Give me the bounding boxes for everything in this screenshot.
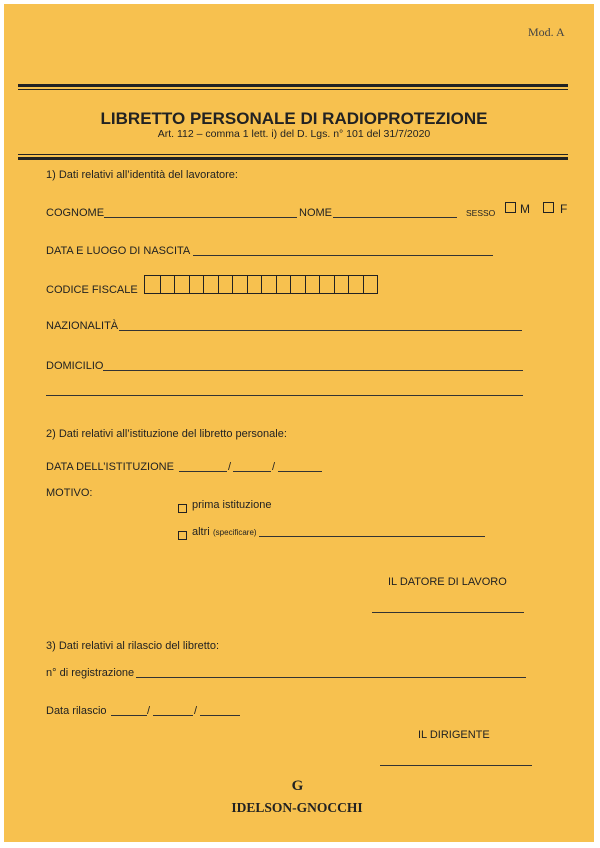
dirigente-signature-line[interactable] [380, 765, 532, 766]
sesso-label: SESSO [466, 208, 496, 218]
sex-m-label: M [520, 202, 530, 216]
section3-heading: 3) Dati relativi al rilascio del libretto: [46, 640, 220, 652]
date-sep-1: / [228, 461, 232, 473]
section2-heading: 2) Dati relativi all’istituzione del libretto personale: [46, 428, 287, 440]
nome-label: NOME [299, 207, 332, 219]
sex-m-checkbox[interactable] [505, 202, 516, 213]
sex-f-label: F [560, 202, 568, 216]
data-rilascio-label: Data rilascio [46, 705, 107, 717]
page-title: LIBRETTO PERSONALE DI RADIOPROTEZIONE [100, 109, 488, 128]
mod-label: Mod. A [528, 25, 565, 39]
top-rule [18, 84, 568, 87]
date-sep-4: / [194, 705, 198, 717]
data-istituzione-year[interactable] [278, 471, 322, 472]
option1-label: prima istituzione [192, 499, 272, 511]
codice-fiscale-label: CODICE FISCALE [46, 284, 138, 296]
option2-field[interactable] [259, 536, 485, 537]
nazionalita-field[interactable] [119, 330, 522, 331]
nome-field[interactable] [333, 217, 457, 218]
option1-checkbox[interactable] [178, 500, 187, 518]
date-sep-3: / [147, 705, 151, 717]
data-istituzione-month[interactable] [233, 471, 271, 472]
data-rilascio-year[interactable] [200, 715, 240, 716]
motivo-label: MOTIVO: [46, 487, 93, 499]
cognome-field[interactable] [104, 217, 297, 218]
header-rule [18, 157, 568, 160]
domicilio-field[interactable] [103, 370, 523, 371]
domicilio-field-line2[interactable] [46, 395, 523, 396]
registrazione-field[interactable] [136, 677, 526, 678]
header-rule-thin [18, 154, 568, 155]
page-subtitle: Art. 112 – comma 1 lett. i) del D. Lgs. n° 101 del 31/7/2020 [157, 128, 431, 140]
section1-heading: 1) Dati relativi all’identità del lavoratore: [46, 169, 238, 181]
registrazione-label: n° di registrazione [46, 667, 135, 679]
top-rule-thin [18, 89, 568, 90]
option2-note: (specificare) [213, 528, 257, 537]
data-luogo-field[interactable] [193, 255, 493, 256]
nazionalita-label: NAZIONALITÀ [46, 320, 119, 332]
data-rilascio-month[interactable] [153, 715, 193, 716]
codice-fiscale-boxes[interactable] [144, 275, 378, 294]
option2-label: altri [192, 526, 210, 538]
dirigente-label: IL DIRIGENTE [418, 729, 490, 741]
data-istituzione-label: DATA DELL’ISTITUZIONE [46, 461, 174, 473]
publisher-logo: G [291, 778, 303, 794]
data-istituzione-day[interactable] [179, 471, 227, 472]
publisher-name: IDELSON-GNOCCHI [231, 800, 363, 815]
datore-signature-line[interactable] [372, 612, 524, 613]
sex-f-checkbox[interactable] [543, 202, 554, 213]
data-rilascio-day[interactable] [111, 715, 147, 716]
data-luogo-label: DATA E LUOGO DI NASCITA [46, 245, 191, 257]
datore-label: IL DATORE DI LAVORO [388, 576, 507, 588]
cognome-label: COGNOME [46, 207, 105, 219]
date-sep-2: / [272, 461, 276, 473]
option2-checkbox[interactable] [178, 527, 187, 545]
domicilio-label: DOMICILIO [46, 360, 104, 372]
